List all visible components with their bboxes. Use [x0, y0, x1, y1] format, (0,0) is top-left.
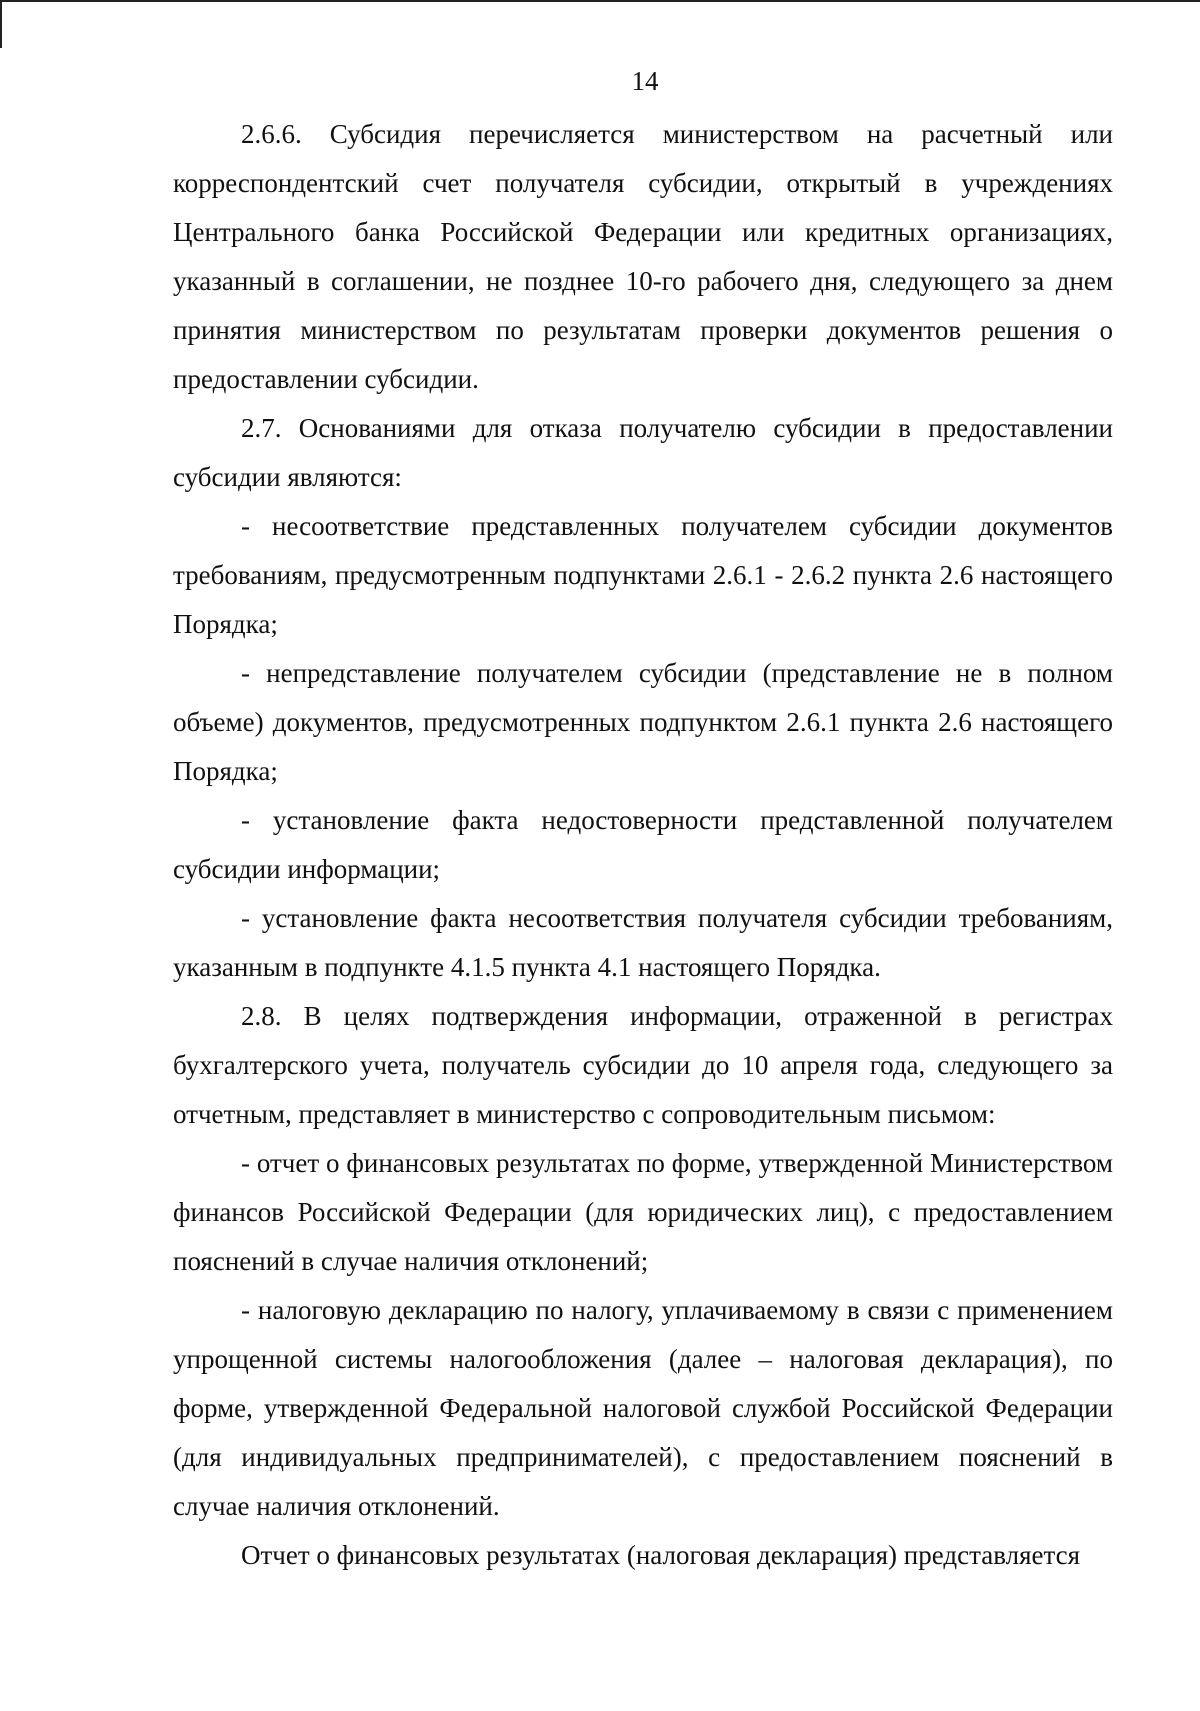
- scan-border-left: [0, 0, 2, 48]
- list-item-ground-2: - непредставление получателем субсидии (представление не в полном объеме) документов, предусмотренных подпунктом 2.6.1 пункта 2.6 настоящего Порядка;: [173, 658, 1113, 786]
- paragraph-2-6-6: 2.6.6. Субсидия перечисляется министерством на расчетный или корреспондентский счет получателя субсидии, открытый в учреждениях Центрального банка Российской Федерации или кредитных организациях, указанный в соглашении, не позднее 10-го рабочего дня, следующего за днем принятия министерством по результатам проверки документов решения о предоставлении субсидии.: [173, 119, 1113, 394]
- paragraph-2-7: 2.7. Основаниями для отказа получателю субсидии в предоставлении субсидии являются:: [173, 413, 1113, 492]
- list-item-ground-3: - установление факта недостоверности представленной получателем субсидии информации;: [173, 805, 1113, 884]
- paragraph-2-8: 2.8. В целях подтверждения информации, отраженной в регистрах бухгалтерского учета, получатель субсидии до 10 апреля года, следующего за отчетным, представляет в министерство с сопроводительным письмом:: [173, 1001, 1113, 1129]
- list-item-ground-1: - несоответствие представленных получателем субсидии документов требованиям, предусмотренным подпунктами 2.6.1 - 2.6.2 пункта 2.6 настоящего Порядка;: [173, 511, 1113, 639]
- scan-border-top: [0, 0, 1200, 2]
- list-item-report-1: - отчет о финансовых результатах по форме, утвержденной Министерством финансов Российской Федерации (для юридических лиц), с предоставлением пояснений в случае наличия отклонений;: [173, 1148, 1113, 1276]
- list-item-report-2: - налоговую декларацию по налогу, уплачиваемому в связи с применением упрощенной системы налогообложения (далее – налоговая декларация), по форме, утвержденной Федеральной налоговой службой Российской Федерации (для индивидуальных предпринимателей), с предоставлением пояснений в случае наличия отклонений.: [173, 1295, 1113, 1521]
- body-text: [173, 110, 1113, 1580]
- list-item-ground-4: - установление факта несоответствия получателя субсидии требованиям, указанным в подпункте 4.1.5 пункта 4.1 настоящего Порядка.: [173, 903, 1113, 982]
- paragraph-report-submission: Отчет о финансовых результатах (налоговая декларация) представляется: [241, 1540, 1081, 1570]
- page-number: 14: [631, 66, 659, 96]
